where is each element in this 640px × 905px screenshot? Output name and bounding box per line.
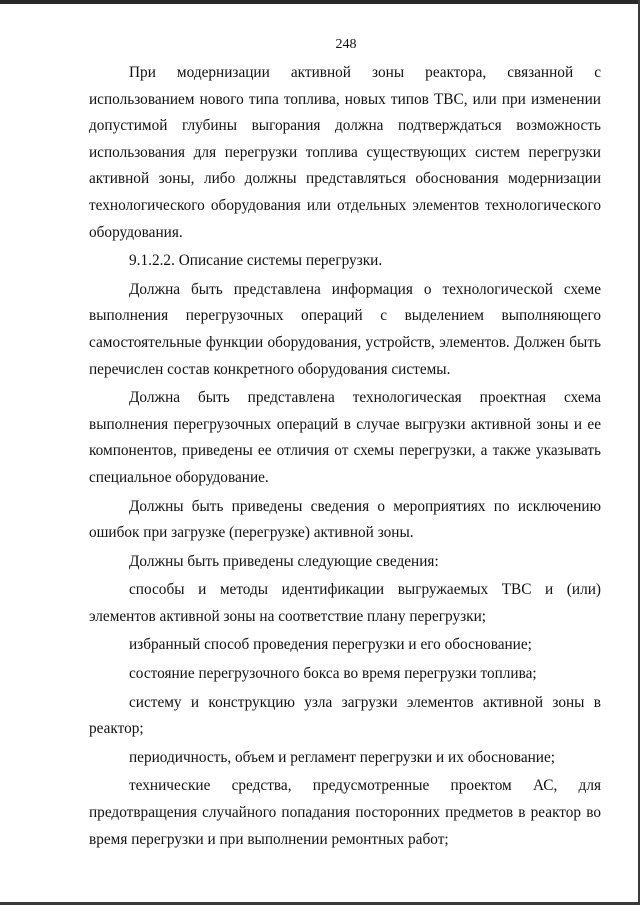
paragraph-error-prevention: Должны быть приведены сведения о мероприятиях по исключению ошибок при загрузке (перегрузке) активной зоны. — [89, 497, 601, 542]
paragraph-unloading-scheme: Должна быть представлена технологическая проектная схема выполнения перегрузочных операций в случае выгрузки активной зоны и ее компонентов, приведены ее отличия от схемы перегрузки, а также указывать специальное оборудование. — [89, 389, 601, 486]
paragraph-modernization: При модернизации активной зоны реактора, связанной с использованием нового типа топлива, новых типов ТВС, или при изменении допустимой глубины выгорания должна подтверждаться возможность использования для перегрузки топлива существующих систем перегрузки активной зоны, либо должны представляться обоснования модернизации технологического оборудования или отдельных элементов технологического оборудования. — [89, 64, 601, 241]
scan-edge-top — [0, 0, 640, 4]
section-heading-9-1-2-2: 9.1.2.2. Описание системы перегрузки. — [129, 252, 383, 270]
list-item-periodicity: периодичность, объем и регламент перегрузки и их обоснование; — [129, 748, 556, 766]
list-item-technical-means: технические средства, предусмотренные проектом АС, для предотвращения случайного попадания посторонних предметов в реактор во время перегрузки и при выполнении ремонтных работ; — [89, 777, 601, 848]
list-item-loading-unit: систему и конструкцию узла загрузки элементов активной зоны в реактор; — [89, 693, 601, 738]
list-item-identification: способы и методы идентификации выгружаемых ТВС и (или) элементов активной зоны на соответствие плану перегрузки; — [89, 581, 601, 625]
paragraph-following-info: Должны быть приведены следующие сведения: — [129, 552, 439, 570]
paragraph-scheme-info: Должна быть представлена информация о технологической схеме выполнения перегрузочных операций с выделением выполняющего самостоятельные функции оборудования, устройств, элементов. Должен быть перечислен состав конкретного оборудования системы. — [89, 280, 601, 378]
page-number: 248 — [335, 37, 357, 52]
list-item-box-state: состояние перегрузочного бокса во время перегрузки топлива; — [129, 665, 537, 683]
body-text — [89, 60, 601, 853]
list-item-method: избранный способ проведения перегрузки и его обоснование; — [129, 636, 532, 654]
